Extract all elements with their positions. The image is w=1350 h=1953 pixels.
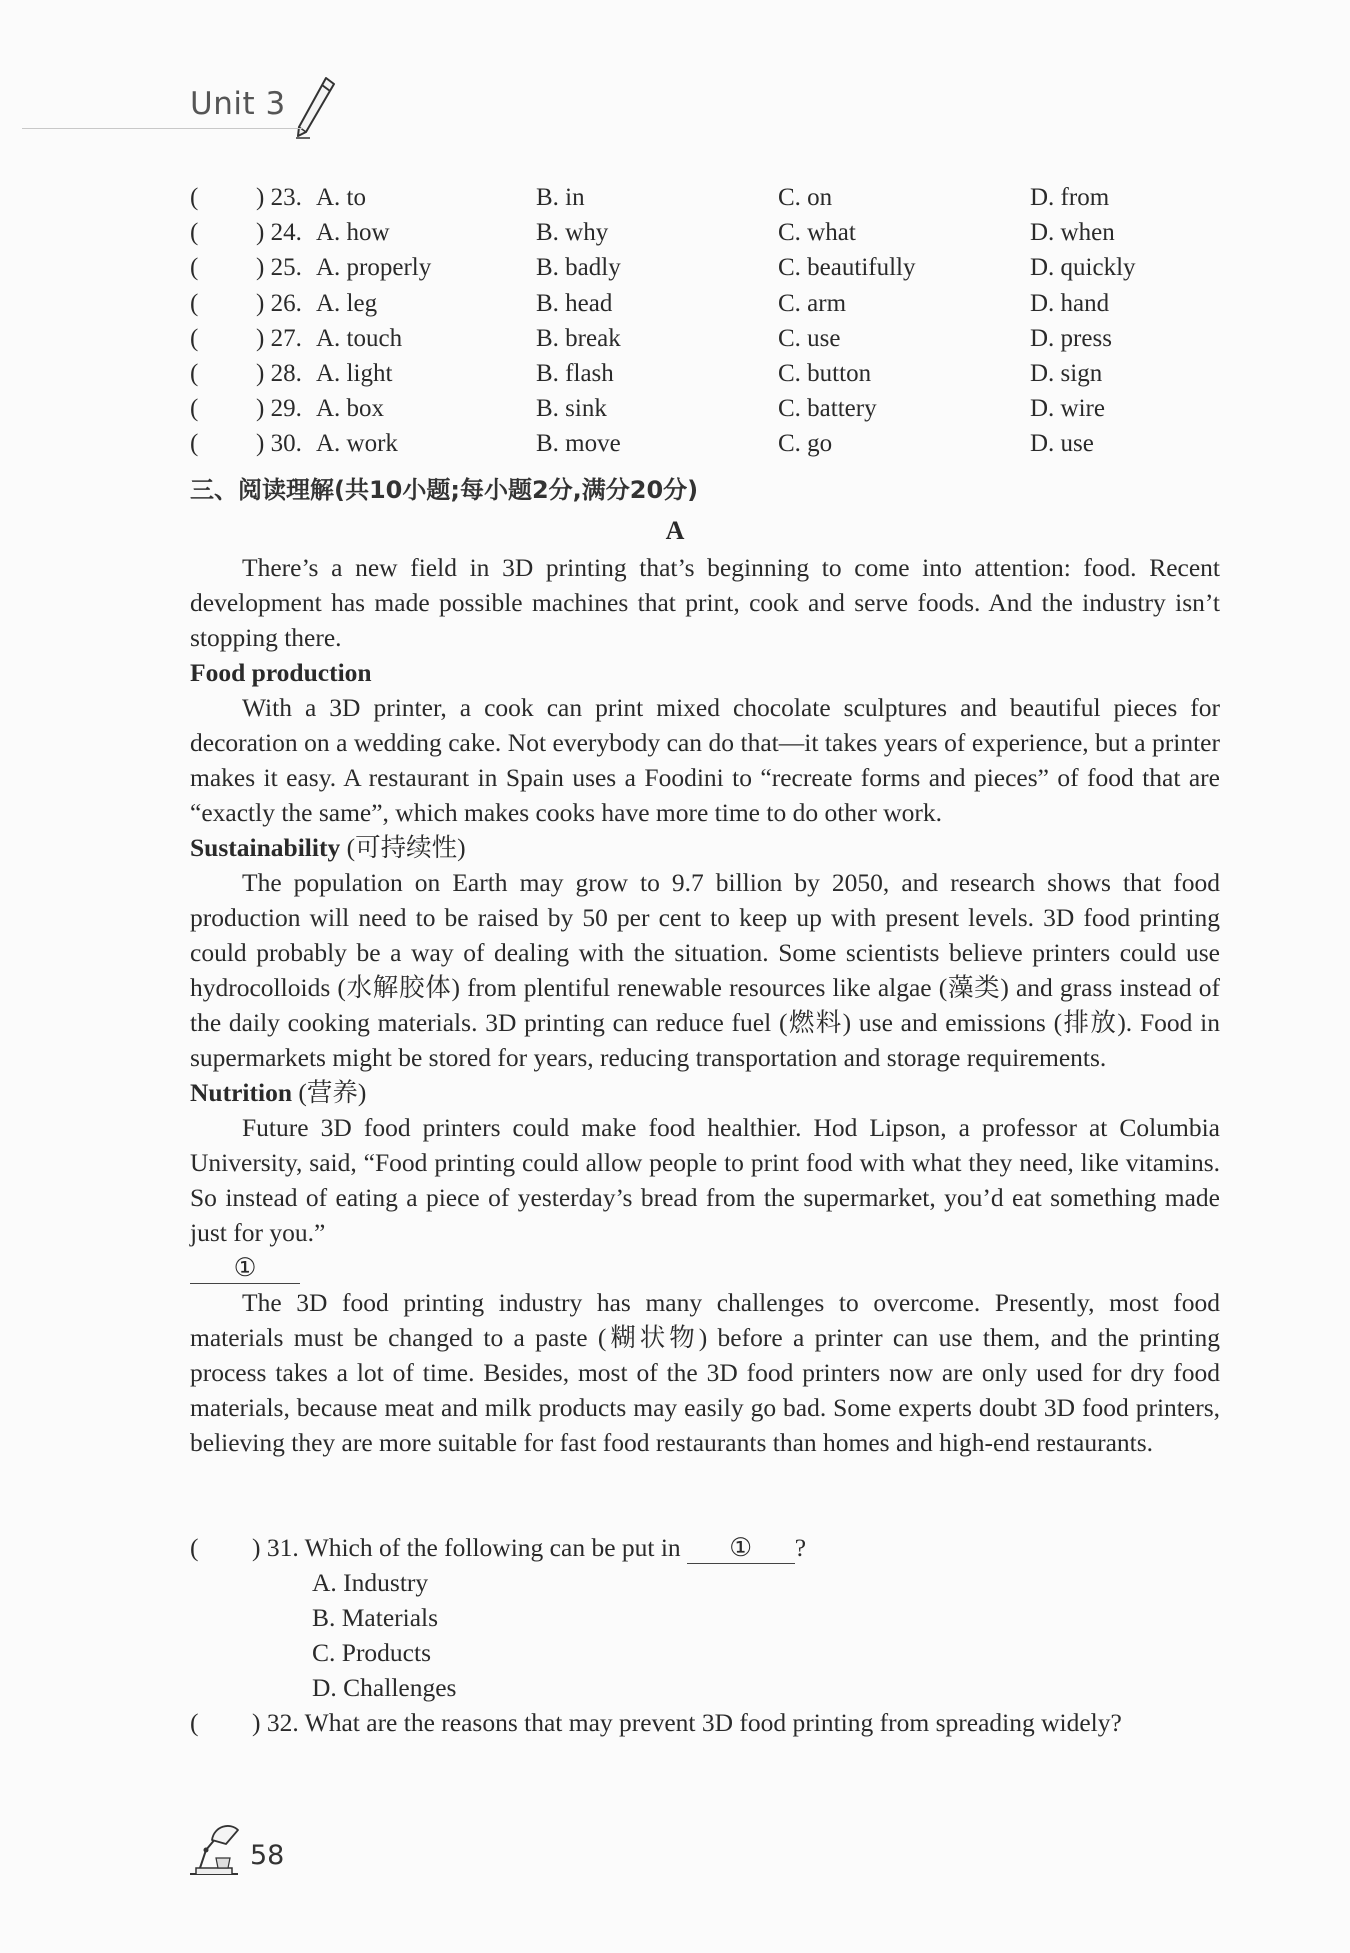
question-number: ) 29.: [256, 395, 302, 423]
option-a[interactable]: A. Industry: [312, 1568, 429, 1597]
option-b: B. flash: [536, 359, 614, 387]
subheading-sustainability: [190, 830, 1220, 865]
option-d: D. from: [1030, 184, 1110, 211]
answer-paren[interactable]: (: [190, 430, 199, 458]
option-c: C. use: [778, 324, 841, 352]
passage-intro: There’s a new field in 3D printing that’s beginning to come into attention: food. Recent development has made possible machines that print, cook and serve foods. And the industry isn’t stopping there.: [190, 553, 1220, 652]
question-number: ) 28.: [256, 359, 302, 387]
subheading-gloss: (可持续性): [346, 833, 466, 862]
blank-subheading: [190, 1250, 1220, 1285]
answer-paren[interactable]: (: [190, 359, 199, 387]
option-a: A. light: [316, 359, 393, 387]
option-a: A. properly: [316, 254, 432, 282]
option-b: B. break: [536, 324, 621, 352]
option-a: A. to: [316, 184, 366, 211]
option-c: C. battery: [778, 395, 877, 423]
question-end: ?: [794, 1533, 807, 1562]
option-d: D. when: [1030, 219, 1115, 247]
question-number: ) 25.: [256, 254, 302, 282]
option-a: A. leg: [316, 289, 378, 317]
question-number: ) 27.: [256, 324, 302, 352]
answer-paren[interactable]: (: [190, 324, 199, 352]
option-c: C. what: [778, 219, 856, 247]
paragraph-sustainability: The population on Earth may grow to 9.7 billion by 2050, and research shows that food production will need to be raised by 50 per cent to keep up with present levels. 3D food printing could probably be a way of dealing with the situation. Some scientists believe printers could use hydrocolloids (水解胶体) from plentiful renewable resources like algae (藻类) and grass instead of the daily cooking materials. 3D printing can reduce fuel (燃料) use and emissions (排放). Food in supermarkets might be stored for years, reducing transportation and storage requirements.: [190, 868, 1220, 1072]
option-b: B. badly: [536, 254, 621, 282]
choice-row: [190, 215, 1250, 250]
paragraph-challenges: The 3D food printing industry has many challenges to overcome. Presently, most food materials must be changed to a paste (糊状物) before a printer can use them, and the printing process takes a lot of time. Besides, most of the 3D food printers now are only used for dry food materials, because meat and milk products may easily go bad. Some experts doubt 3D food printers, believing they are more suitable for fast food restaurants than homes and high-end restaurants.: [190, 1288, 1220, 1457]
answer-paren[interactable]: (: [190, 219, 199, 247]
option-d: D. press: [1030, 324, 1112, 352]
subheading-food-production: [190, 655, 1220, 690]
option-c: C. go: [778, 430, 833, 458]
question-text: ) 32. What are the reasons that may prevent 3D food printing from spreading widely?: [252, 1708, 1122, 1737]
header-divider: [22, 128, 302, 129]
option-c[interactable]: C. Products: [312, 1638, 432, 1667]
option-d: D. sign: [1030, 359, 1103, 387]
question-32: [190, 1705, 1240, 1740]
option-d: D. quickly: [1030, 254, 1136, 282]
unit-title: Unit 3: [190, 86, 286, 122]
option-b: B. head: [536, 289, 613, 317]
question-number: ) 30.: [256, 430, 302, 458]
passage-label: A: [665, 516, 685, 545]
subheading-text: Food production: [190, 658, 372, 687]
question-text: [252, 1530, 806, 1565]
answer-paren[interactable]: (: [190, 184, 199, 211]
answer-paren[interactable]: (: [190, 395, 199, 423]
option-d: D. wire: [1030, 395, 1105, 423]
question-number: ) 24.: [256, 219, 302, 247]
subheading-nutrition: [190, 1075, 1220, 1110]
option-d[interactable]: D. Challenges: [312, 1673, 457, 1702]
question-number: ) 23.: [256, 184, 302, 211]
option-d: D. hand: [1030, 289, 1110, 317]
paragraph-food-production: With a 3D printer, a cook can print mixed chocolate sculptures and beautiful pieces for decoration on a wedding cake. Not everybody can do that—it takes years of experience, but a printer makes it easy. A restaurant in Spain uses a Foodini to “recreate forms and pieces” of food that are “exactly the same”, which makes cooks have more time to do other work.: [190, 693, 1220, 827]
page-number: 58: [250, 1840, 285, 1871]
choice-row: [190, 180, 1250, 215]
paragraph-nutrition: Future 3D food printers could make food healthier. Hod Lipson, a professor at Columbia University, said, “Food printing could allow people to print food with what they need, like vitamins. So instead of eating a piece of yesterday’s bread from the supermarket, you’d eat something made just for you.”: [190, 1113, 1220, 1247]
option-d: D. use: [1030, 430, 1094, 458]
choice-row: [190, 286, 1250, 321]
cloze-choices: [190, 180, 1250, 462]
reading-questions: [190, 1530, 1240, 1740]
answer-paren[interactable]: (: [190, 1708, 199, 1737]
answer-paren[interactable]: (: [190, 1533, 199, 1562]
subheading-text: Nutrition: [190, 1078, 292, 1107]
subheading-text: Sustainability: [190, 833, 341, 862]
question-number: ) 26.: [256, 289, 302, 317]
answer-paren[interactable]: (: [190, 254, 199, 282]
option-b: B. in: [536, 184, 585, 211]
option-a: A. how: [316, 219, 390, 247]
option-a: A. work: [316, 430, 398, 458]
option-b: B. why: [536, 219, 609, 247]
pen-icon: [292, 76, 338, 142]
option-c: C. arm: [778, 289, 847, 317]
desk-lamp-icon: [186, 1818, 242, 1876]
choice-row: [190, 356, 1250, 391]
option-b: B. move: [536, 430, 621, 458]
choice-row: [190, 321, 1250, 356]
option-c: C. button: [778, 359, 872, 387]
question-stem: ) 31. Which of the following can be put in: [252, 1533, 681, 1562]
question-31: [190, 1530, 1240, 1565]
option-a: A. box: [316, 395, 385, 423]
blank-one: ①: [687, 1533, 795, 1564]
answer-paren[interactable]: (: [190, 289, 199, 317]
reading-passage: [190, 550, 1220, 1460]
option-a: A. touch: [316, 324, 403, 352]
subheading-gloss: (营养): [298, 1078, 367, 1107]
blank-one[interactable]: ①: [190, 1253, 300, 1284]
option-b[interactable]: B. Materials: [312, 1603, 439, 1632]
choice-row: [190, 426, 1250, 461]
section-heading: 三、阅读理解(共10小题;每小题2分,满分20分): [190, 476, 699, 504]
choice-row: [190, 391, 1250, 426]
choice-row: [190, 250, 1250, 285]
option-b: B. sink: [536, 395, 607, 423]
option-c: C. on: [778, 184, 833, 211]
option-c: C. beautifully: [778, 254, 916, 282]
